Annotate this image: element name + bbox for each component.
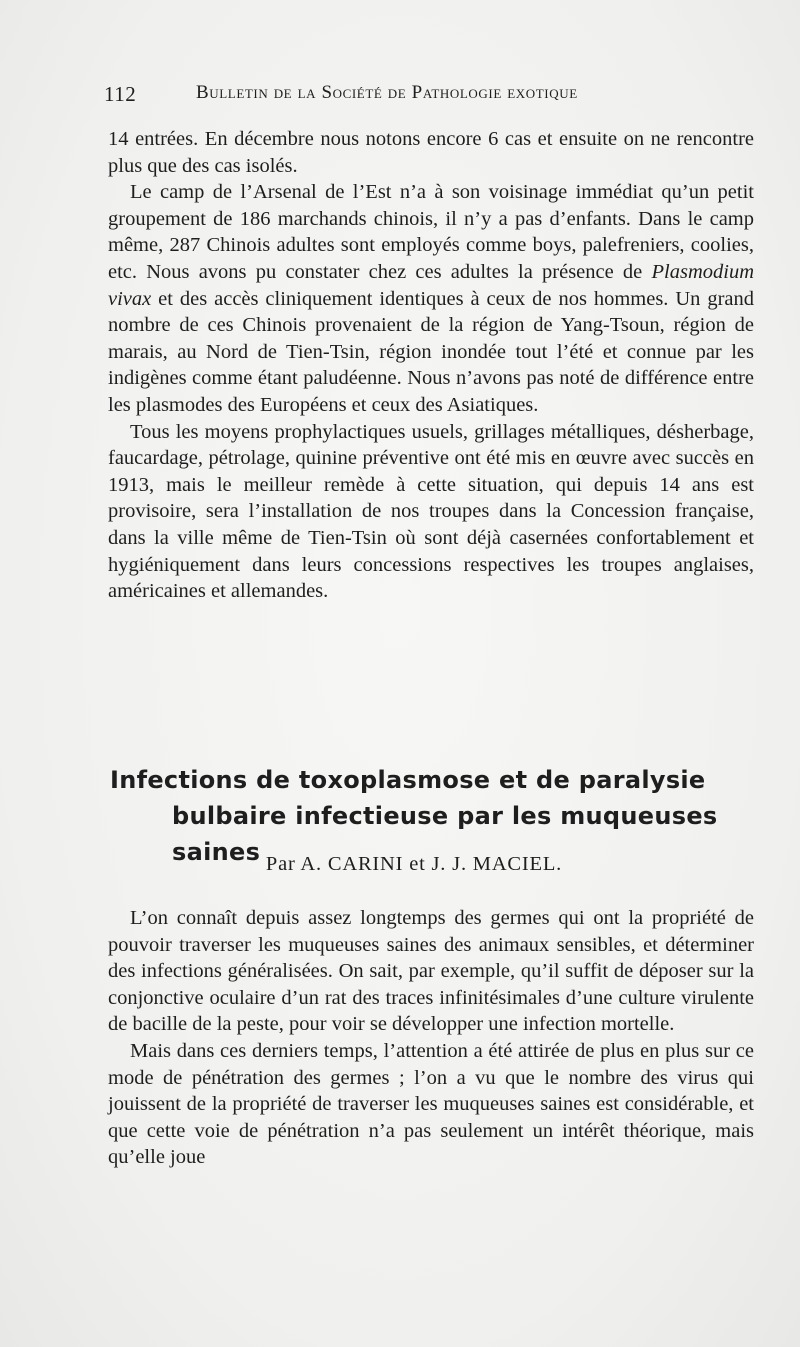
paragraph	[108, 179, 754, 418]
authors-byline: Par A. CARINI et J. J. MACIEL.	[265, 853, 563, 875]
article-authors	[0, 853, 800, 876]
species-name: Plasmodium vivax	[108, 260, 754, 310]
continued-text	[108, 126, 754, 605]
paragraph: Mais dans ces derniers temps, l’attention a été attirée de plus en plus sur ce mode de pénétration des germes ; l’on a vu que le nombre des virus qui jouissent de la propriété de traverser les muqueuses saines est considérable, et que cette voie de pénétration n’a pas seulement un intérêt théorique, mais qu’elle joue	[108, 1039, 754, 1169]
paragraph-text: Le camp de l’Arsenal de l’Est n’a à son voisinage immédiat qu’un petit groupement de 186 marchands chinois, il n’y a pas d’enfants. Dans le camp même, 287 Chinois adultes sont employés comme boys, palefreniers, coolies, etc. Nous avons pu constater chez ces adultes la présence de	[108, 181, 754, 283]
article-body	[108, 905, 754, 1171]
journal-title: Bulletin de la Société de Pathologie exotique	[196, 82, 578, 103]
paragraph-text: et des accès cliniquement identiques à ceux de nos hommes. Un grand nombre de ces Chinois provenaient de la région de Yang-Tsoun, région de marais, au Nord de Tien-Tsin, région inondée tout l’été et connue par les indigènes comme étant paludéenne. Nous n’avons pas noté de différence entre les plasmodes des Européens et ceux des Asiatiques.	[108, 287, 754, 416]
article-title-line-2: bulbaire infectieuse par les muqueuses saines	[172, 802, 718, 866]
paragraph: L’on connaît depuis assez longtemps des germes qui ont la propriété de pouvoir traverser les muqueuses saines des animaux sensibles, et déterminer des infections généralisées. On sait, par exemple, qu’il suffit de déposer sur la conjonctive oculaire d’un rat des traces infinitésimales d’une culture virulente de bacille de la peste, pour voir se développer une infection mortelle.	[108, 907, 754, 1036]
running-head	[104, 82, 664, 112]
paragraph: 14 entrées. En décembre nous notons encore 6 cas et ensuite on ne rencontre plus que des cas isolés.	[108, 128, 754, 177]
paragraph: Tous les moyens prophylactiques usuels, grillages métalliques, désherbage, faucardage, pétrolage, quinine préventive ont été mis en œuvre avec succès en 1913, mais le meilleur remède à cette situation, qui depuis 14 ans est provisoire, sera l’installation de nos troupes dans la Concession française, dans la ville même de Tien-Tsin où sont déjà casernées confortablement et hygiéniquement dans leurs concessions respectives les troupes anglaises, américaines et allemandes.	[108, 420, 754, 603]
article-title-line-1: Infections de toxoplasmose et de paralysie	[110, 766, 706, 794]
page-number: 112	[104, 82, 137, 106]
